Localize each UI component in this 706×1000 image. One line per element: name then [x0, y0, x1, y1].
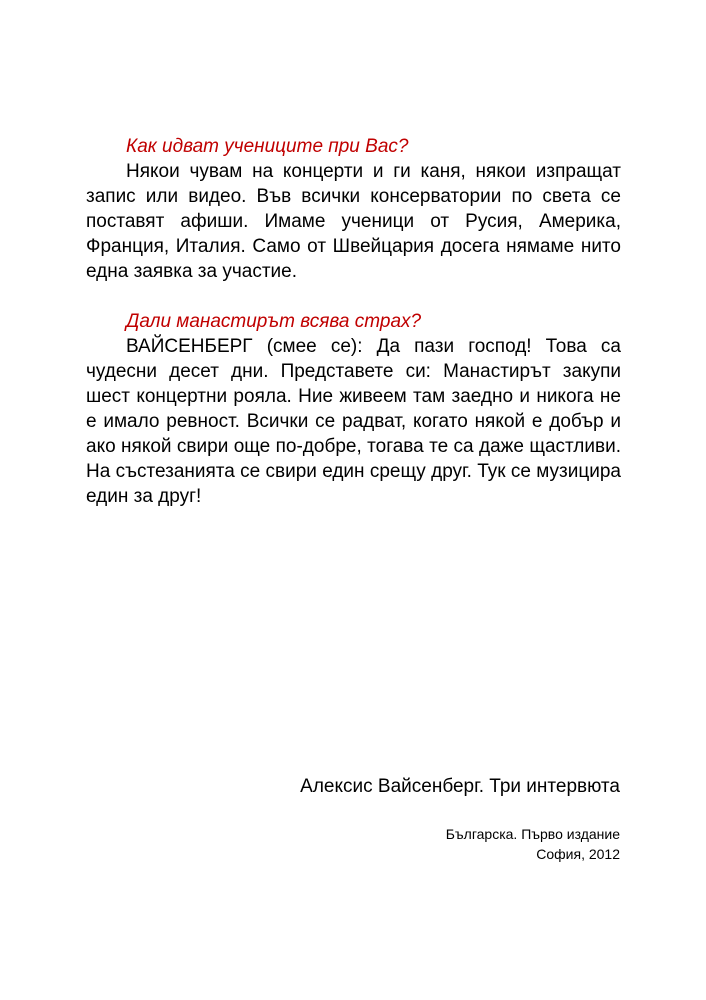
place-year-line: София, 2012 — [536, 846, 620, 862]
book-title: Алексис Вайсенберг. Три интервюта — [300, 776, 620, 797]
publication-info — [446, 824, 620, 864]
answer-1: Някои чувам на концерти и ги каня, някои изпращат запис или видео. Във всички консерватории по света се поставят афиши. Имаме ученици от Русия, Америка, Франция, Италия. Само от Швейцария досега нямаме нито една заявка за участие. — [86, 161, 621, 282]
section-spacer — [86, 284, 621, 309]
edition-line: Българска. Първо издание — [445, 826, 620, 842]
question-2: Дали манастирът всява страх? — [126, 311, 422, 332]
interview-content — [86, 134, 621, 509]
question-1: Как идват учениците при Вас? — [126, 136, 409, 157]
answer-2: ВАЙСЕНБЕРГ (смее се): Да пази господ! Това са чудесни десет дни. Представете си: Манастирът закупи шест концертни рояла. Ние живеем там заедно и никога не е имало ревност. Всички се радват, когато някой е добър и ако някой свири още по-добре, тогава те са даже щастливи. На състезанията се свири един срещу друг. Тук се музицира един за друг! — [86, 336, 621, 507]
